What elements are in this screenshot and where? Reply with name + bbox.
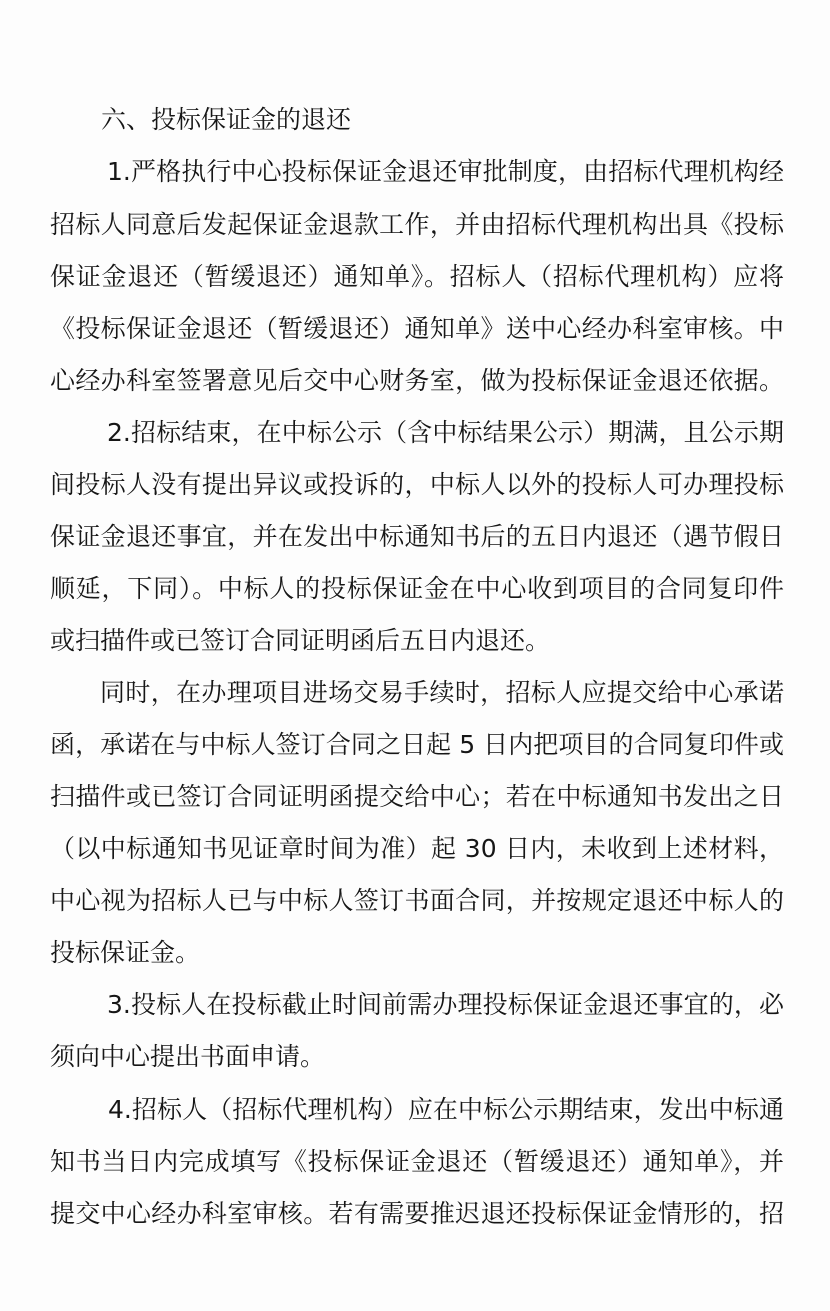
text-line: 3.投标人在投标截止时间前需办理投标保证金退还事宜的，必 <box>107 990 784 1019</box>
text-line: 4.招标人（招标代理机构）应在中标公示期结束，发出中标通 <box>108 1095 784 1124</box>
text-line: 保证金退还（暂缓退还）通知单》。招标人（招标代理机构）应将 <box>50 262 784 291</box>
text-line: 保证金退还事宜，并在发出中标通知书后的五日内退还（遇节假日 <box>50 522 784 551</box>
text-line: 扫描件或已签订合同证明函提交给中心；若在中标通知书发出之日 <box>50 782 784 811</box>
text-line: 1.严格执行中心投标保证金退还审批制度，由招标代理机构经 <box>107 157 784 186</box>
text-line: 知书当日内完成填写《投标保证金退还（暂缓退还）通知单》，并 <box>50 1147 784 1176</box>
text-line: 2.招标结束，在中标公示（含中标结果公示）期满，且公示期 <box>107 418 784 447</box>
text-line: 中心视为招标人已与中标人签订书面合同，并按规定退还中标人的 <box>50 886 784 915</box>
text-line: 函，承诺在与中标人签订合同之日起 5 日内把项目的合同复印件或 <box>50 730 784 759</box>
text-line: 同时，在办理项目进场交易手续时，招标人应提交给中心承诺 <box>100 678 784 707</box>
section-heading: 六、投标保证金的退还 <box>101 105 352 134</box>
text-line: 或扫描件或已签订合同证明函后五日内退还。 <box>50 626 551 655</box>
text-line: 顺延，下同）。中标人的投标保证金在中心收到项目的合同复印件 <box>50 574 784 603</box>
text-line: （以中标通知书见证章时间为准）起 30 日内，未收到上述材料， <box>50 834 784 863</box>
text-line: 投标保证金。 <box>50 938 201 967</box>
text-line: 心经办科室签署意见后交中心财务室，做为投标保证金退还依据。 <box>50 366 784 395</box>
text-line: 招标人同意后发起保证金退款工作，并由招标代理机构出具《投标 <box>50 210 784 239</box>
text-line: 间投标人没有提出异议或投诉的，中标人以外的投标人可办理投标 <box>50 470 784 499</box>
text-line: 提交中心经办科室审核。若有需要推迟退还投标保证金情形的，招 <box>50 1199 784 1228</box>
text-line: 《投标保证金退还（暂缓退还）通知单》送中心经办科室审核。中 <box>50 314 784 343</box>
text-line: 须向中心提出书面申请。 <box>50 1042 326 1071</box>
